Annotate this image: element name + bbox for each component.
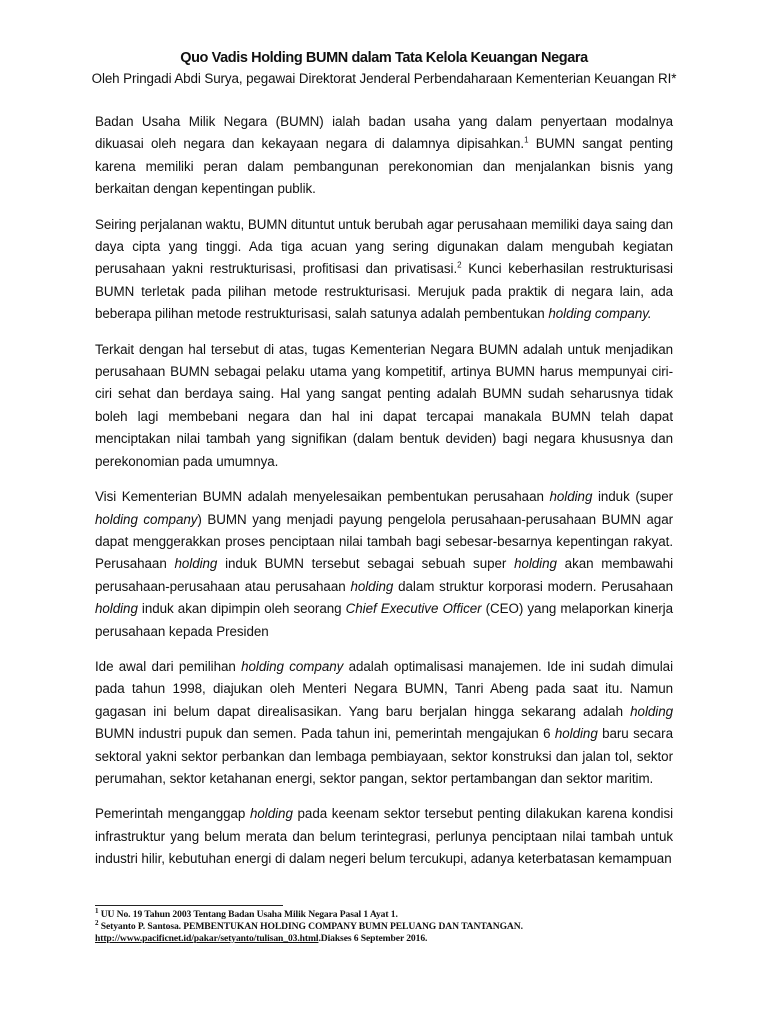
paragraph-6: Pemerintah menganggap holding pada keenam sektor tersebut penting dilakukan karena kondisi infrastruktur yang belum merata dan belum terintegrasi, perlunya penciptaan nilai tambah untuk industri hilir, kebutuhan energi di dalam negeri belum tercukupi, adanya keterbatasan kemampuan (95, 806, 674, 867)
document-title: Quo Vadis Holding BUMN dalam Tata Kelola Keuangan Negara (180, 50, 588, 66)
footnote-divider (95, 905, 283, 906)
footnote-1: $^1$ UU No. 19 Tahun 2003 Tentang Badan Usaha Milik Negara Pasal 1 Ayat 1. (95, 906, 398, 920)
document-body (95, 111, 673, 871)
footnote-2: $^2$ Setyanto P. Santosa. PEMBENTUKAN HOLDING COMPANY BUMN PELUANG DAN TANTANGAN. http://www.pacificnet.id/pakar/setyanto/tulisan_03.html.Diakses 6 September 2016. (95, 918, 523, 944)
paragraph-4: Visi Kementerian BUMN adalah menyelesaikan pembentukan perusahaan holding induk (super holding company) BUMN yang menjadi payung pengelola perusahaan-perusahaan BUMN agar dapat menggerakkan proses penciptaan nilai tambah bagi sebesar-besarnya kepentingan rakyat. Perusahaan holding induk BUMN tersebut sebagai sebuah super holding akan membawahi perusahaan-perusahaan atau perusahaan holding dalam struktur korporasi modern. Perusahaan holding induk akan dipimpin oleh seorang Chief Executive Officer (CEO) yang melaporkan kinerja perusahaan kepada Presiden (95, 489, 674, 639)
footnote-2-link[interactable]: http://www.pacificnet.id/pakar/setyanto/tulisan_03.html (95, 933, 319, 944)
paragraph-2: Seiring perjalanan waktu, BUMN dituntut untuk berubah agar perusahaan memiliki daya saing dan daya cipta yang tinggi. Ada tiga acuan yang sering digunakan dalam mengubah kegiatan perusahaan yakni restrukturisasi, profitisasi dan privatisasi.$^2$ Kunci keberhasilan restrukturisasi BUMN terletak pada pilihan metode restrukturisasi. Merujuk pada praktik di negara lain, ada beberapa pilihan metode restrukturisasi, salah satunya adalah pembentukan holding company. (95, 216, 673, 322)
paragraph-1: Badan Usaha Milik Negara (BUMN) ialah badan usaha yang dalam penyertaan modalnya dikuasai oleh negara dan kekayaan negara di dalamnya dipisahkan.$^1$ BUMN sangat penting karena memiliki peran dalam pembangunan perekonomian dan menjalankan bisnis yang berkaitan dengan kepentingan publik. (95, 114, 673, 197)
paragraph-3: Terkait dengan hal tersebut di atas, tugas Kementerian Negara BUMN adalah untuk menjadikan perusahaan BUMN sebagai pelaku utama yang kompetitif, artinya BUMN harus mempunyai ciri-ciri sehat dan berdaya saing. Hal yang sangat penting adalah BUMN sudah seharusnya tidak boleh lagi membebani negara dan hal ini dapat tercapai manakala BUMN telah dapat menciptakan nilai tambah yang signifikan (dalam bentuk deviden) bagi negara khususnya dan perekonomian pada umumnya. (95, 341, 673, 469)
document-author: Oleh Pringadi Abdi Surya, pegawai Direktorat Jenderal Perbendaharaan Kementerian Keuangan RI* (91, 71, 677, 86)
footnote-ref-2: 2 (457, 260, 462, 270)
footnotes (95, 906, 675, 945)
footnote-ref-1: 1 (524, 135, 529, 145)
paragraph-5: Ide awal dari pemilihan holding company adalah optimalisasi manajemen. Ide ini sudah dimulai pada tahun 1998, diajukan oleh Menteri Negara BUMN, Tanri Abeng pada saat itu. Namun gagasan ini belum dapat direalisasikan. Yang baru berjalan hingga sekarang adalah holding BUMN industri pupuk dan semen. Pada tahun ini, pemerintah mengajukan 6 holding baru secara sektoral yakni sektor perbankan dan lembaga pembiayaan, sektor konstruksi dan jalan tol, sektor perumahan, sektor ketahanan energi, sektor pangan, sektor pertambangan dan sektor maritim. (95, 658, 674, 786)
